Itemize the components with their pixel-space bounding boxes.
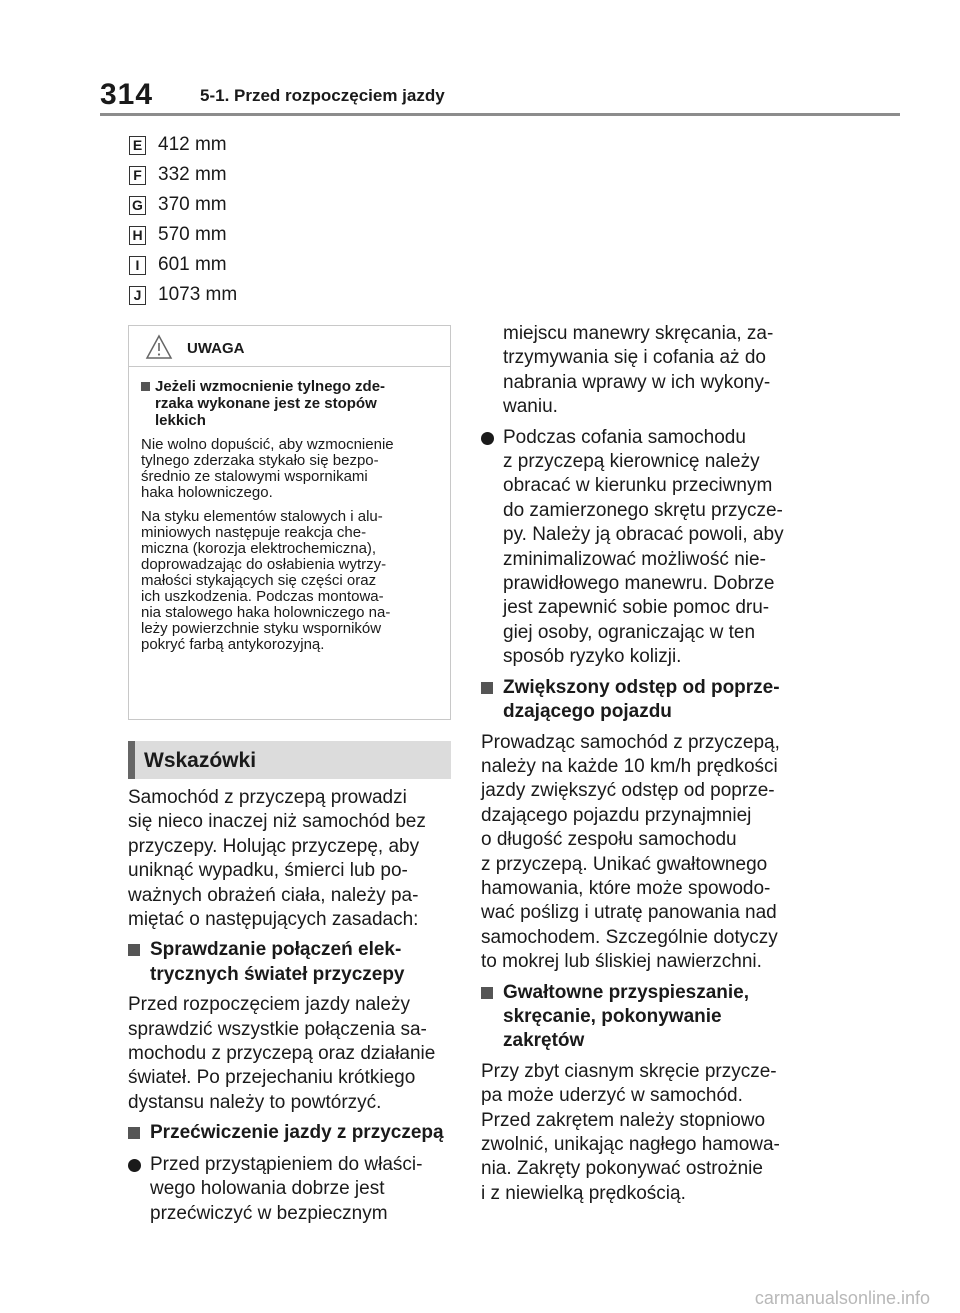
tips-header [128,741,451,779]
caution-paragraph: Na styku elementów stalowych i alu- miniowych następuje reakcja che- miczna (korozja elektrochemiczna), doprowadzając do osłabienia wytrzy- małości stykających się części oraz ich uszkodzenia. Podczas montowa- nia stalowego haka holowniczego na- leży powierzchnie styku wsporników pokryć farbą antykorozyjną. [141,508,391,653]
caution-title: UWAGA [187,340,245,357]
bullet-item: Przed przystąpieniem do właści- wego holowania dobrze jest przećwiczyć w bezpiecznym [128,1153,458,1226]
page-number: 314 [100,78,154,111]
footer-watermark: carmanualsonline.info [754,1288,930,1308]
dimension-row [129,220,237,250]
caution-box [128,325,451,720]
round-bullet-icon [481,432,494,445]
paragraph: Przy zbyt ciasnym skręcie przycze- pa może uderzyć w samochód. Przed zakrętem należy stopniowo zwolnić, unikając nagłego hamowa- nia. Zakręty pokonywać ostrożnie i z niewielką prędkością. [481,1060,780,1204]
dimension-value: 570 mm [158,224,227,245]
dimension-label: F [129,166,146,185]
caution-subheading [141,378,440,429]
dimension-value: 601 mm [158,254,227,275]
square-bullet-icon [141,382,150,391]
dimension-row [129,160,237,190]
dimension-value: 1073 mm [158,284,238,305]
dimension-label: E [129,136,146,155]
page-header [100,78,900,118]
square-bullet-icon [481,987,493,999]
tips-intro: Samochód z przyczepą prowadzi się nieco inaczej niż samochód bez przyczepy. Holując przyczepę, aby uniknąć wypadku, śmierci lub po- ważnych obrażeń ciała, należy pa- miętać o następujących zasadach: [128,787,426,931]
dimension-row [129,130,237,160]
section-title: 5-1. Przed rozpoczęciem jazdy [200,86,445,105]
round-bullet-icon [128,1159,141,1172]
caution-body [129,367,450,653]
dimension-value: 370 mm [158,194,227,215]
caution-header [129,326,450,367]
dimension-row [129,280,237,310]
subsection-heading: Przećwiczenie jazdy z przyczepą [128,1121,458,1146]
tips-title: Wskazówki [144,749,257,772]
paragraph: Przed rozpoczęciem jazdy należy sprawdzić wszystkie połączenia sa- mochodu z przyczepą oraz działanie świateł. Po przejechaniu krótkiego dystansu należy to powtórzyć. [128,994,436,1113]
right-column [481,322,811,1206]
subsection-heading: Sprawdzanie połączeń elek- trycznych świateł przyczepy [128,938,458,987]
left-column [128,786,458,1226]
dimension-label: J [129,286,146,305]
dimension-label: H [129,226,146,245]
square-bullet-icon [128,1127,140,1139]
caution-paragraph: Nie wolno dopuścić, aby wzmocnienie tylnego zderzaka stykało się bezpo- średnio ze stalowymi wspornikami haka holowniczego. [141,436,394,501]
dimension-label: G [129,196,146,215]
paragraph: Prowadząc samochód z przyczepą, należy na każde 10 km/h prędkości jazdy zwiększyć odstęp od poprze- dzającego pojazdu przynajmniej o długość zespołu samochodu z przyczepą. Unikać gwałtownego hamowania, które może spowodo- wać poślizg i utratę panowania nad samochodem. Szczególnie dotyczy to mokrej lub śliskiej nawierzchni. [481,731,780,973]
dimension-value: 412 mm [158,134,227,155]
dimension-list [129,130,237,310]
subsection-heading: Gwałtowne przyspieszanie, skręcanie, pokonywanie zakrętów [481,981,811,1054]
square-bullet-icon [481,682,493,694]
bullet-continuation: miejscu manewry skręcania, za- trzymywania się i cofania aż do nabrania wprawy w ich wykony- waniu. [503,323,774,418]
warning-triangle-icon [145,334,173,360]
square-bullet-icon [128,944,140,956]
dimension-row [129,250,237,280]
tips-accent-bar [128,741,135,779]
subsection-heading: Zwiększony odstęp od poprze- dzającego pojazdu [481,676,811,725]
caution-subheading-text: Jeżeli wzmocnienie tylnego zde- rzaka wykonane jest ze stopów lekkich [155,378,386,429]
header-divider [100,113,900,116]
dimension-row [129,190,237,220]
dimension-value: 332 mm [158,164,227,185]
bullet-item: Podczas cofania samochodu z przyczepą kierownicę należy obracać w kierunku przeciwnym do zamierzonego skrętu przycze- py. Należy ją obracać powoli, aby zminimalizować możliwość nie- prawidłowego manewru. Dobrze jest zapewnić sobie pomoc dru- giej osoby, ograniczając w ten sposób ryzyko kolizji. [481,426,811,670]
dimension-label: I [129,256,146,275]
